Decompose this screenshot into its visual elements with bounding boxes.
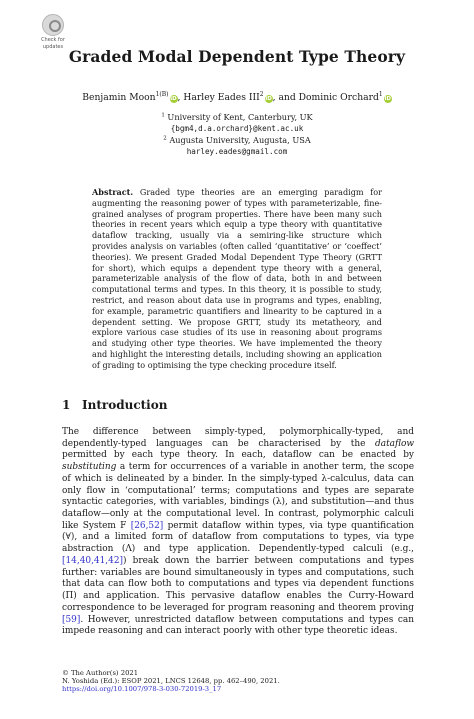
affiliation-sup: 1: [161, 112, 165, 119]
author-list: [0, 91, 474, 103]
intro-emphasis: substituting: [62, 462, 117, 473]
abstract-label: Abstract.: [92, 187, 134, 197]
intro-text: The difference between simply-typed, polymorphically-typed, and dependently-typed languages can be characterised by the: [62, 427, 414, 449]
footer: [62, 670, 414, 694]
orcid-icon[interactable]: iD: [384, 96, 391, 103]
affiliation-2-email: harley.eades@gmail.com: [186, 147, 288, 156]
affiliation-2: [0, 135, 474, 145]
author-name: Harley Eades III: [183, 92, 260, 104]
check-for-updates-icon: [42, 14, 64, 36]
author-name: Benjamin Moon: [82, 92, 156, 104]
badge-line-1: Check for: [41, 37, 65, 43]
intro-text: a term for occurrences of a variable in another term, the scope of which is delineated by a binder. In the simply-typed λ-calculus, data can only flow in ‘computational’ terms; computations and types are separate syntactic categories, with variables, bindings (λ), and substitution—and thus dataflow—only at the computational level. In contrast, polymorphic calculi like System F: [62, 462, 414, 531]
author-sep: ,: [177, 92, 184, 104]
intro-text: permit dataflow within types, via type quantification (∀), and a limited form of dataflow from computations to types, via type abstraction (Λ) and type application. Dependently-typed calculi (e.g.,: [62, 520, 414, 555]
abstract-text: Graded type theories are an emerging paradigm for augmenting the reasoning power of types with parameterizable, fine-grained analyses of program properties. There have been many such theories in recent years which equip a type theory with quantitative dataflow tracking, usually via a semiring-like structure which provides analysis on variables (often called ‘quantitative’ or ‘coeffect’ theories). We present Graded Modal Dependent Type Theory (GRTT for short), which equips a dependent type theory with a general, parameterizable analysis of the flow of data, both in and between computational terms and types. In this theory, it is possible to study, restrict, and reason about data use in programs and types, enabling, for example, parametric quantifiers and linearity to be captured in a dependent setting. We propose GRTT, study its metatheory, and explore various case studies of its use in reasoning about programs and studying other type theories. We have implemented the theory and highlight the interesting details, including showing an application of grading to optimising the type checking procedure itself.: [92, 187, 382, 370]
citation-link[interactable]: [14,40,41,42]: [62, 555, 123, 566]
intro-text: ) break down the barrier between computations and types further: variables are bound simultaneously in types and computations, such that data can flow both to computations and types via dependent functions (Π) and application. This pervasive dataflow enables the Curry-Howard correspondence to be leveraged for program reasoning and theorem proving: [62, 555, 414, 613]
affiliation-1: [0, 112, 474, 122]
publication-line: N. Yoshida (Ed.): ESOP 2021, LNCS 12648, pp. 462–490, 2021.: [62, 676, 280, 685]
author-sup: 2: [259, 91, 264, 98]
check-for-updates-badge[interactable]: [36, 14, 70, 50]
affiliation-1-email: {bgm4,d.a.orchard}@kent.ac.uk: [170, 124, 304, 133]
doi-link[interactable]: https://doi.org/10.1007/978-3-030-72019-3_17: [62, 684, 222, 693]
author-name: Dominic Orchard: [298, 92, 379, 104]
intro-emphasis: dataflow: [375, 438, 414, 449]
badge-line-2: updates: [42, 44, 64, 50]
copyright-line: © The Author(s) 2021: [62, 669, 139, 677]
paper-title: Graded Modal Dependent Type Theory: [68, 47, 406, 66]
affiliation-name: University of Kent, Canterbury, UK: [167, 112, 313, 122]
affiliation-name: Augusta University, Augusta, USA: [169, 135, 311, 145]
author-sup: 1: [378, 91, 383, 98]
orcid-icon[interactable]: iD: [170, 96, 177, 103]
author-sep: , and: [272, 92, 299, 104]
intro-text: permitted by each type theory. In each, dataflow can be enacted by: [62, 450, 414, 461]
section-title: Introduction: [82, 398, 168, 412]
citation-link[interactable]: [59]: [62, 614, 81, 625]
author-sup: 1(B): [155, 91, 169, 98]
orcid-icon[interactable]: iD: [265, 96, 272, 103]
section-number: 1: [62, 398, 71, 412]
section-heading: [62, 398, 167, 412]
affiliation-sup: 2: [163, 135, 167, 142]
citation-link[interactable]: [26,52]: [130, 520, 164, 531]
abstract: [92, 187, 382, 371]
intro-text: . However, unrestricted dataflow between computations and types can impede reasoning and can interact poorly with other type theoretic ideas.: [62, 614, 414, 637]
intro-paragraph: [62, 427, 414, 638]
